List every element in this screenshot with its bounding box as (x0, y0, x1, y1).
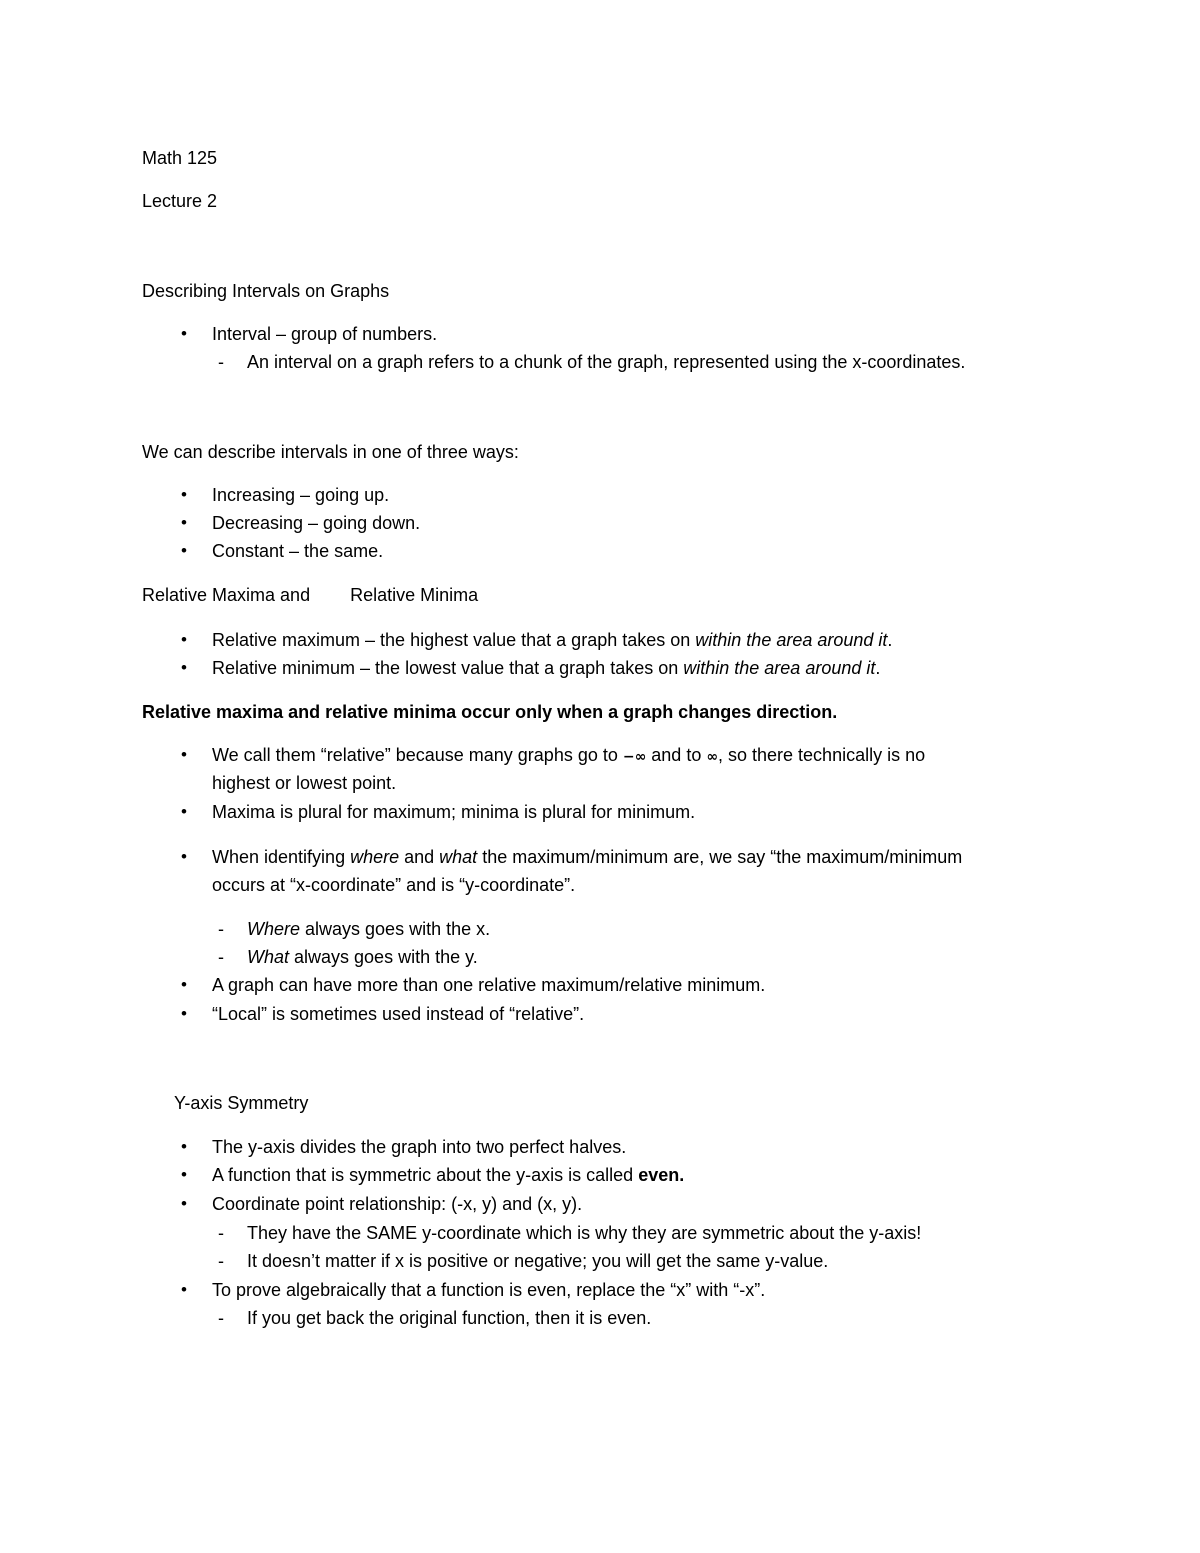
bullet-icon: • (181, 1280, 187, 1299)
what-word: What (247, 947, 290, 967)
dash-icon: - (218, 1223, 224, 1243)
section-heading-relative (142, 583, 478, 607)
interval-subnote: An interval on a graph refers to a chunk of the graph, represented using the x-coordinates. (247, 352, 966, 372)
dash-icon: - (218, 1308, 224, 1328)
course-title: Math 125 (142, 148, 218, 168)
list-item (218, 1221, 922, 1245)
list-item (181, 656, 881, 680)
list-item (181, 743, 926, 769)
dash-icon: - (218, 919, 224, 939)
dash-icon: - (218, 947, 224, 967)
interval-definition: Interval – group of numbers. (212, 324, 438, 344)
list-item (181, 1135, 627, 1159)
list-item (181, 322, 438, 346)
list-item (218, 1249, 829, 1273)
min-definition-end: . (875, 658, 881, 678)
way-decreasing: Decreasing – going down. (212, 513, 421, 533)
section-heading-symmetry: Y-axis Symmetry (174, 1093, 309, 1113)
section-heading-intervals: Describing Intervals on Graphs (142, 281, 390, 301)
list-item (181, 1278, 766, 1302)
relative-reason-a: We call them “relative” because many graphs go to (212, 745, 623, 765)
identify-b: and (399, 847, 440, 867)
list-item (181, 483, 390, 507)
relative-reason-c: , so there technically is no (718, 745, 926, 765)
original-function-note: If you get back the original function, then it is even. (247, 1308, 652, 1328)
bullet-icon: • (181, 1165, 187, 1184)
list-item (181, 539, 384, 563)
list-item (218, 350, 966, 374)
even-word: even. (638, 1165, 685, 1185)
even-definition: A function that is symmetric about the y-axis is called (212, 1165, 639, 1185)
list-item (181, 973, 766, 997)
what-rest: always goes with the y. (289, 947, 478, 967)
plural-note: Maxima is plural for maximum; minima is plural for minimum. (212, 802, 696, 822)
bullet-icon: • (181, 802, 187, 821)
list-item (218, 917, 491, 941)
min-definition-italic: within the area around it (683, 658, 876, 678)
negative-infinity: −∞ (622, 749, 647, 765)
bullet-icon: • (181, 975, 187, 994)
identify-a: When identifying (212, 847, 351, 867)
identify-what: what (439, 847, 478, 867)
min-definition-text: Relative minimum – the lowest value that a graph takes on (212, 658, 684, 678)
max-definition-italic: within the area around it (695, 630, 888, 650)
list-item (181, 511, 421, 535)
more-than-one: A graph can have more than one relative maximum/relative minimum. (212, 975, 766, 995)
heading-minima: Relative Minima (350, 585, 479, 605)
ways-intro: We can describe intervals in one of three ways: (142, 442, 519, 462)
dash-icon: - (218, 352, 224, 372)
list-item (218, 945, 478, 969)
bullet-icon: • (181, 541, 187, 560)
where-word: Where (247, 919, 301, 939)
dash-icon: - (218, 1251, 224, 1271)
where-rest: always goes with the x. (300, 919, 491, 939)
bullet-icon: • (181, 485, 187, 504)
relative-reason-line2: highest or lowest point. (212, 773, 397, 793)
lecture-label: Lecture 2 (142, 191, 218, 211)
list-item (218, 1306, 652, 1330)
way-increasing: Increasing – going up. (212, 485, 390, 505)
list-item (181, 1192, 583, 1216)
symmetry-halves: The y-axis divides the graph into two perfect halves. (212, 1137, 627, 1157)
bullet-icon: • (181, 745, 187, 764)
list-item (181, 845, 963, 869)
bullet-icon: • (181, 1194, 187, 1213)
bullet-icon: • (181, 513, 187, 532)
list-item (181, 628, 893, 652)
identify-c: the maximum/minimum are, we say “the maximum/minimum (477, 847, 963, 867)
bullet-icon: • (181, 324, 187, 343)
bullet-icon: • (181, 1137, 187, 1156)
relative-reason-b: and to (646, 745, 707, 765)
bullet-icon: • (181, 658, 187, 677)
list-item (181, 1002, 585, 1026)
bullet-icon: • (181, 1004, 187, 1023)
identify-line2: occurs at “x-coordinate” and is “y-coordinate”. (212, 875, 576, 895)
coordinate-relationship: Coordinate point relationship: (-x, y) and (x, y). (212, 1194, 583, 1214)
sign-note: It doesn’t matter if x is positive or negative; you will get the same y-value. (247, 1251, 829, 1271)
bullet-icon: • (181, 847, 187, 866)
max-definition-text: Relative maximum – the highest value that a graph takes on (212, 630, 696, 650)
way-constant: Constant – the same. (212, 541, 384, 561)
identify-where: where (350, 847, 400, 867)
prove-even: To prove algebraically that a function is even, replace the “x” with “-x”. (212, 1280, 766, 1300)
list-item (181, 800, 696, 824)
same-y-note: They have the SAME y-coordinate which is why they are symmetric about the y-axis! (247, 1223, 922, 1243)
bullet-icon: • (181, 630, 187, 649)
list-item (181, 1163, 685, 1187)
key-statement: Relative maxima and relative minima occur only when a graph changes direction. (142, 702, 838, 722)
positive-infinity: ∞ (706, 749, 718, 765)
local-note: “Local” is sometimes used instead of “relative”. (212, 1004, 585, 1024)
max-definition-end: . (887, 630, 893, 650)
heading-maxima: Relative Maxima and (142, 585, 311, 605)
